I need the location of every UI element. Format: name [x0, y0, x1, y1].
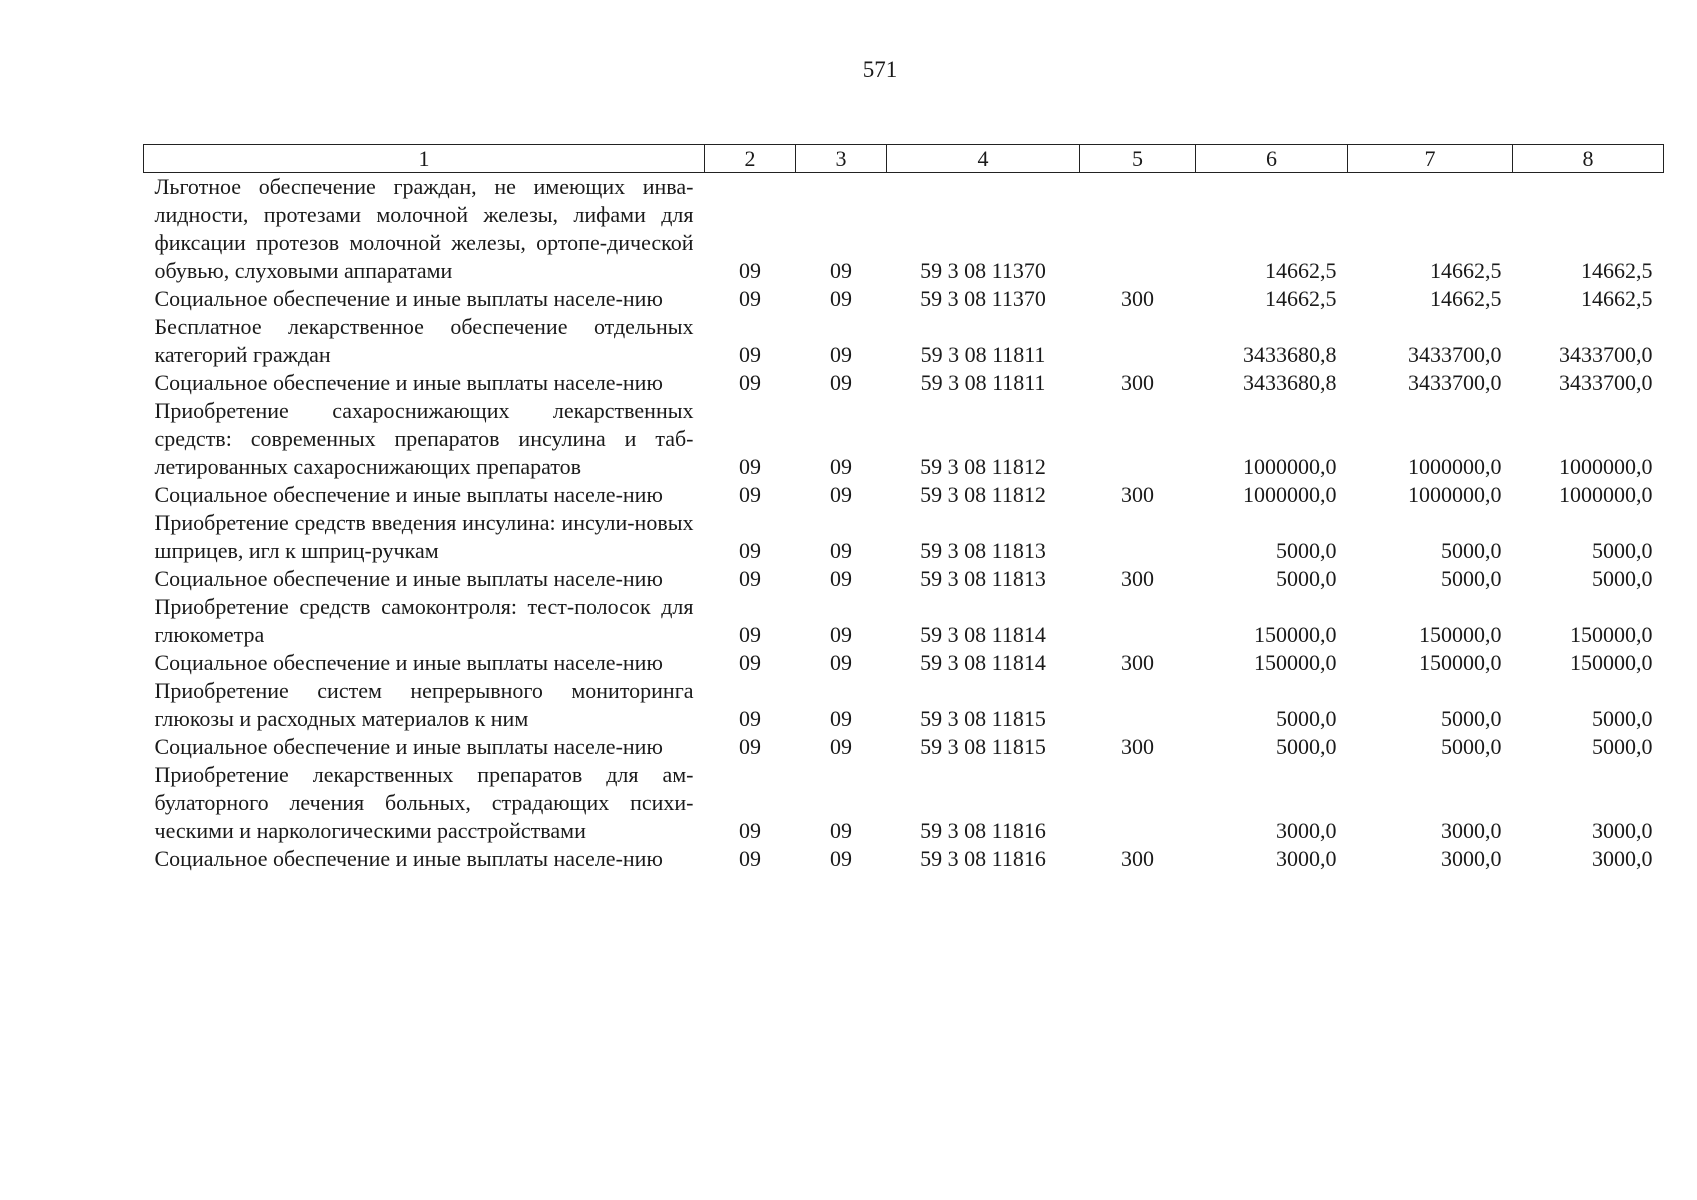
- cell-section: 09: [739, 650, 761, 675]
- cell-expense-type: 300: [1121, 566, 1154, 591]
- cell-amount-1: 1000000,0: [1243, 482, 1337, 507]
- cell-section: 09: [739, 818, 761, 843]
- cell-subsection: 09: [830, 650, 852, 675]
- cell-amount-2: 5000,0: [1441, 734, 1502, 759]
- row-name: Социальное обеспечение и иные выплаты населе-нию: [154, 482, 663, 507]
- cell-expense-type: 300: [1121, 650, 1154, 675]
- row-name: Приобретение сахароснижающих лекарственных средств: современных препаратов инсулина и таб-летированных сахароснижающих препаратов: [154, 398, 694, 479]
- cell-amount-1: 5000,0: [1276, 706, 1337, 731]
- row-name: Льготное обеспечение граждан, не имеющих инва-лидности, протезами молочной железы, лифами для фиксации протезов молочной железы, ортопе-дической обувью, слуховыми аппаратами: [154, 174, 694, 283]
- cell-target-code: 59 3 08 11813: [920, 566, 1046, 591]
- row-name: Приобретение средств самоконтроля: тест-полосок для глюкометра: [154, 594, 694, 647]
- cell-amount-3: 3000,0: [1592, 818, 1653, 843]
- cell-target-code: 59 3 08 11816: [920, 846, 1046, 871]
- cell-expense-type: [1080, 509, 1196, 565]
- row-name: Социальное обеспечение и иные выплаты населе-нию: [154, 846, 663, 871]
- cell-amount-2: 14662,5: [1430, 286, 1502, 311]
- cell-amount-1: 3000,0: [1276, 818, 1337, 843]
- header-row: [144, 145, 1664, 173]
- cell-section: 09: [739, 482, 761, 507]
- cell-target-code: 59 3 08 11811: [920, 370, 1046, 395]
- cell-expense-type: [1080, 313, 1196, 369]
- cell-amount-1: 14662,5: [1265, 286, 1337, 311]
- cell-subsection: 09: [830, 258, 852, 283]
- cell-amount-3: 5000,0: [1592, 538, 1653, 563]
- cell-amount-3: 3000,0: [1592, 846, 1653, 871]
- cell-amount-3: 5000,0: [1592, 706, 1653, 731]
- row-name: Приобретение средств введения инсулина: инсули-новых шприцев, игл к шприц-ручкам: [154, 510, 694, 563]
- table-row: [144, 761, 1664, 845]
- cell-amount-1: 1000000,0: [1243, 454, 1337, 479]
- table-row: [144, 173, 1664, 286]
- cell-section: 09: [739, 286, 761, 311]
- cell-subsection: 09: [830, 482, 852, 507]
- table-row: [144, 565, 1664, 593]
- row-name: Приобретение лекарственных препаратов для ам-булаторного лечения больных, страдающих психи-ческими и наркологическими расстройствами: [154, 762, 694, 843]
- cell-expense-type: 300: [1121, 734, 1154, 759]
- column-header: 8: [1513, 145, 1664, 173]
- cell-amount-2: 14662,5: [1430, 258, 1502, 283]
- table-row: [144, 397, 1664, 481]
- cell-subsection: 09: [830, 370, 852, 395]
- cell-target-code: 59 3 08 11815: [920, 734, 1046, 759]
- column-header: 7: [1348, 145, 1513, 173]
- cell-target-code: 59 3 08 11812: [920, 482, 1046, 507]
- table-row: [144, 733, 1664, 761]
- cell-amount-1: 3433680,8: [1243, 342, 1337, 367]
- cell-subsection: 09: [830, 286, 852, 311]
- cell-amount-2: 5000,0: [1441, 538, 1502, 563]
- cell-subsection: 09: [830, 734, 852, 759]
- cell-amount-3: 3433700,0: [1559, 342, 1653, 367]
- cell-target-code: 59 3 08 11814: [920, 650, 1046, 675]
- column-header: 6: [1196, 145, 1348, 173]
- cell-target-code: 59 3 08 11815: [920, 706, 1046, 731]
- table-row: [144, 285, 1664, 313]
- cell-subsection: 09: [830, 706, 852, 731]
- cell-target-code: 59 3 08 11813: [920, 538, 1046, 563]
- row-name: Приобретение систем непрерывного мониторинга глюкозы и расходных материалов к ним: [154, 678, 694, 731]
- column-header: 5: [1080, 145, 1196, 173]
- row-name: Бесплатное лекарственное обеспечение отдельных категорий граждан: [154, 314, 694, 367]
- table-row: [144, 313, 1664, 369]
- cell-section: 09: [739, 258, 761, 283]
- cell-subsection: 09: [830, 846, 852, 871]
- cell-amount-3: 1000000,0: [1559, 482, 1653, 507]
- cell-amount-2: 3433700,0: [1408, 342, 1502, 367]
- cell-amount-2: 5000,0: [1441, 706, 1502, 731]
- cell-amount-1: 5000,0: [1276, 538, 1337, 563]
- cell-section: 09: [739, 846, 761, 871]
- cell-amount-3: 5000,0: [1592, 734, 1653, 759]
- cell-amount-2: 3000,0: [1441, 846, 1502, 871]
- cell-section: 09: [739, 454, 761, 479]
- table-row: [144, 369, 1664, 397]
- cell-expense-type: [1080, 593, 1196, 649]
- cell-subsection: 09: [830, 622, 852, 647]
- cell-target-code: 59 3 08 11811: [920, 342, 1046, 367]
- cell-amount-1: 150000,0: [1254, 650, 1337, 675]
- cell-target-code: 59 3 08 11370: [920, 258, 1046, 283]
- row-name: Социальное обеспечение и иные выплаты населе-нию: [154, 370, 663, 395]
- cell-section: 09: [739, 622, 761, 647]
- column-header: 4: [887, 145, 1080, 173]
- cell-amount-3: 14662,5: [1581, 258, 1653, 283]
- table-body: [144, 173, 1664, 874]
- cell-expense-type: [1080, 761, 1196, 845]
- table-row: [144, 649, 1664, 677]
- cell-expense-type: [1080, 397, 1196, 481]
- cell-amount-3: 14662,5: [1581, 286, 1653, 311]
- table-row: [144, 677, 1664, 733]
- cell-expense-type: 300: [1121, 846, 1154, 871]
- cell-expense-type: 300: [1121, 286, 1154, 311]
- column-header: 2: [705, 145, 796, 173]
- table-row: [144, 593, 1664, 649]
- cell-amount-2: 3000,0: [1441, 818, 1502, 843]
- cell-amount-3: 3433700,0: [1559, 370, 1653, 395]
- row-name: Социальное обеспечение и иные выплаты населе-нию: [154, 286, 663, 311]
- cell-amount-2: 150000,0: [1419, 650, 1502, 675]
- cell-target-code: 59 3 08 11816: [920, 818, 1046, 843]
- cell-amount-1: 150000,0: [1254, 622, 1337, 647]
- row-name: Социальное обеспечение и иные выплаты населе-нию: [154, 734, 663, 759]
- column-header: 3: [796, 145, 887, 173]
- cell-amount-2: 1000000,0: [1408, 482, 1502, 507]
- cell-subsection: 09: [830, 538, 852, 563]
- cell-target-code: 59 3 08 11814: [920, 622, 1046, 647]
- cell-amount-1: 14662,5: [1265, 258, 1337, 283]
- cell-amount-1: 5000,0: [1276, 734, 1337, 759]
- table-row: [144, 509, 1664, 565]
- cell-amount-2: 5000,0: [1441, 566, 1502, 591]
- cell-subsection: 09: [830, 566, 852, 591]
- page-number: 571: [862, 57, 898, 82]
- cell-subsection: 09: [830, 818, 852, 843]
- cell-section: 09: [739, 734, 761, 759]
- column-header: 1: [144, 145, 705, 173]
- cell-amount-3: 150000,0: [1570, 622, 1653, 647]
- cell-amount-3: 1000000,0: [1559, 454, 1653, 479]
- cell-amount-3: 150000,0: [1570, 650, 1653, 675]
- row-name: Социальное обеспечение и иные выплаты населе-нию: [154, 566, 663, 591]
- row-name: Социальное обеспечение и иные выплаты населе-нию: [154, 650, 663, 675]
- cell-amount-2: 3433700,0: [1408, 370, 1502, 395]
- cell-subsection: 09: [830, 342, 852, 367]
- cell-target-code: 59 3 08 11812: [920, 454, 1046, 479]
- cell-section: 09: [739, 538, 761, 563]
- cell-expense-type: 300: [1121, 482, 1154, 507]
- cell-amount-1: 5000,0: [1276, 566, 1337, 591]
- cell-amount-1: 3000,0: [1276, 846, 1337, 871]
- table-row: [144, 481, 1664, 509]
- cell-expense-type: [1080, 173, 1196, 286]
- budget-table: [143, 144, 1664, 873]
- cell-amount-1: 3433680,8: [1243, 370, 1337, 395]
- cell-target-code: 59 3 08 11370: [920, 286, 1046, 311]
- cell-expense-type: 300: [1121, 370, 1154, 395]
- table-row: [144, 845, 1664, 873]
- cell-amount-2: 150000,0: [1419, 622, 1502, 647]
- cell-section: 09: [739, 566, 761, 591]
- cell-amount-3: 5000,0: [1592, 566, 1653, 591]
- cell-subsection: 09: [830, 454, 852, 479]
- cell-amount-2: 1000000,0: [1408, 454, 1502, 479]
- cell-section: 09: [739, 706, 761, 731]
- cell-section: 09: [739, 370, 761, 395]
- cell-section: 09: [739, 342, 761, 367]
- cell-expense-type: [1080, 677, 1196, 733]
